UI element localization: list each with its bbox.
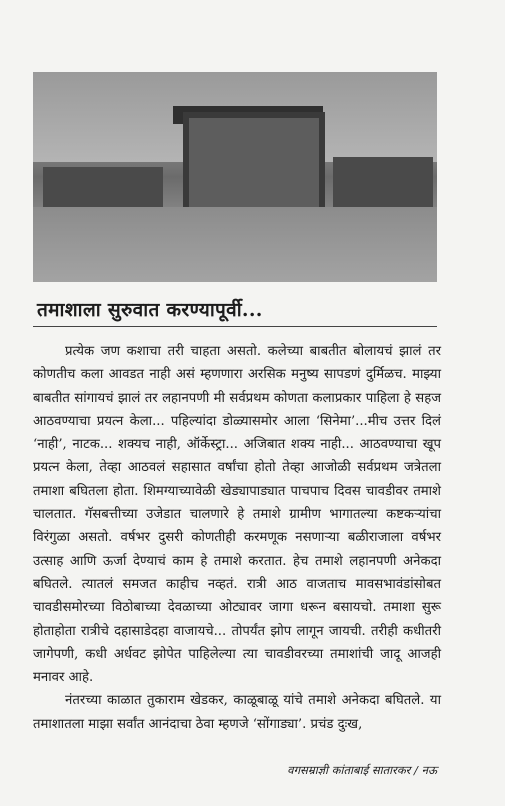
- photo-road: [33, 207, 437, 282]
- paragraph: नंतरच्या काळात तुकाराम खेडकर, काळूबाळू यांचे तमाशे अनेकदा बघितले. या तमाशातला माझा सर्वांत आनंदाचा ठेवा म्हणजे ‘सोंगाड्या’. प्रचंड दुःख,: [33, 693, 441, 732]
- paragraph: प्रत्येक जण कशाचा तरी चाहता असतो. कलेच्या बाबतीत बोलायचं झालं तर कोणतीच कला आवडत नाही असं म्हणणारा अरसिक मनुष्य सापडणं दुर्मिळच. माझ्या बाबतीत सांगायचं झालं तर लहानपणी मी सर्वप्रथम कोणता कलाप्रकार पाहिला हे सहज आठवण्याचा प्रयत्न केला... पहिल्यांदा डोळ्यासमोर आला ‘सिनेमा’...मीच उत्तर दिलं ‘नाही’, नाटक... शक्यच नाही, ऑर्केस्ट्रा... अजिबात शक्य नाही... आठवण्याचा खूप प्रयत्न केला, तेव्हा आठवलं सहासात वर्षांचा होतो तेव्हा आजोळी सर्वप्रथम जत्रेतला तमाशा बघितला होता. शिमग्याच्यावेळी खेड्यापाड्यात पाचपाच दिवस चावडीवर तमाशे चालतात. गॅसबत्तीच्या उजेडात चालणारे हे तमाशे ग्रामीण भागातल्या कष्टकऱ्यांचा विरंगुळा असतो. वर्षभर दुसरी कोणतीही करमणूक नसणाऱ्या बळीराजाला वर्षभर उत्साह आणि ऊर्जा देण्याचं काम हे तमाशे करतात. हेच तमाशे लहानपणी अनेकदा बघितले. त्यातलं समजत काहीच नव्हतं. रात्री आठ वाजताच मावसभावंडांसोबत चावडीसमोरच्या विठोबाच्या देवळाच्या ओट्यावर जागा धरून बसायचो. तमाशा सुरू होताहोता रात्रीचे दहासाडेदहा वाजायचे... तोपर्यंत झोप लागून जायची. तरीही कधीतरी जागेपणी, कधी अर्धवट झोपेत पाहिलेल्या त्या चावडीवरच्या तमाशांची जादू आजही मनावर आहे.: [33, 344, 441, 686]
- body-text: [33, 340, 441, 736]
- chapter-heading: तमाशाला सुरुवात करण्यापूर्वी...: [37, 299, 263, 321]
- page-footer: वगसम्राज्ञी कांताबाई सातारकर / नऊ: [287, 763, 437, 777]
- heading-underline: [33, 326, 437, 327]
- photograph: [33, 72, 437, 282]
